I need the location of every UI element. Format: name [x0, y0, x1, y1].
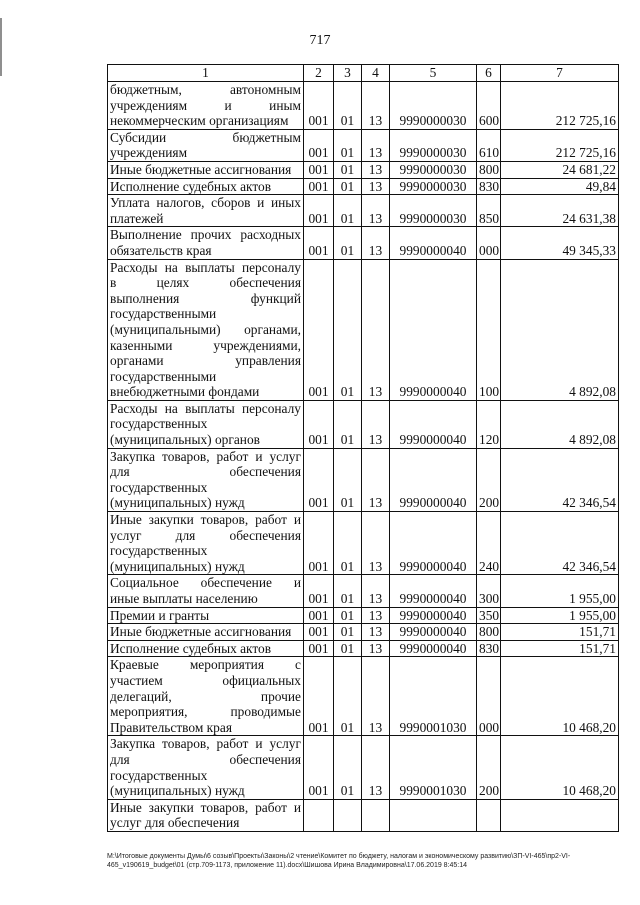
code-cell: 01 [334, 512, 362, 575]
code-cell: 13 [362, 607, 390, 624]
amount-cell: 49 345,33 [501, 227, 619, 259]
code-cell: 13 [362, 448, 390, 511]
budget-table [107, 64, 619, 832]
table-row [108, 624, 619, 641]
row-name-cell [108, 640, 304, 657]
row-name-line: (муниципальных) органов [110, 432, 260, 448]
code-cell: 13 [362, 195, 390, 227]
row-name-cell [108, 400, 304, 448]
code-cell: 001 [304, 161, 334, 178]
code-cell: 13 [362, 575, 390, 607]
row-name-line: государственными [110, 368, 217, 384]
code-cell: 000 [477, 657, 501, 736]
row-name-line: казенными учреждениями, [110, 337, 301, 353]
code-cell: 9990000040 [390, 607, 477, 624]
table-row [108, 82, 619, 130]
row-name-line: Социальное обеспечение и [110, 575, 301, 591]
row-name-line: учреждениям [110, 145, 188, 161]
code-cell: 9990000030 [390, 195, 477, 227]
row-name-line: в целях обеспечения [110, 275, 301, 291]
code-cell: 9990000030 [390, 178, 477, 195]
row-name-line: (муниципальных) нужд [110, 558, 245, 574]
row-name-line: государственных [110, 416, 208, 432]
row-name-line: (муниципальными) органами, [110, 321, 301, 337]
code-cell: 9990000040 [390, 512, 477, 575]
code-cell: 9990000040 [390, 448, 477, 511]
code-cell: 9990001030 [390, 736, 477, 799]
code-cell [334, 799, 362, 831]
table-row [108, 227, 619, 259]
code-cell: 800 [477, 161, 501, 178]
amount-cell: 24 631,38 [501, 195, 619, 227]
column-header: 5 [390, 65, 477, 82]
code-cell: 001 [304, 129, 334, 161]
table-row [108, 400, 619, 448]
code-cell: 9990001030 [390, 657, 477, 736]
table-row [108, 575, 619, 607]
document-footer [107, 852, 618, 870]
row-name-line: делегаций, прочие [110, 688, 301, 704]
code-cell: 001 [304, 607, 334, 624]
table-row [108, 607, 619, 624]
amount-cell: 10 468,20 [501, 657, 619, 736]
row-name-line: (муниципальных) нужд [110, 783, 245, 799]
row-name-cell [108, 259, 304, 400]
code-cell: 9990000040 [390, 575, 477, 607]
code-cell: 01 [334, 624, 362, 641]
table-row [108, 736, 619, 799]
row-name-cell [108, 227, 304, 259]
budget-table-body [108, 65, 619, 832]
row-name-line: учреждениям и иным [110, 97, 301, 113]
code-cell: 13 [362, 178, 390, 195]
code-cell: 9990000040 [390, 259, 477, 400]
code-cell: 200 [477, 448, 501, 511]
code-cell: 600 [477, 82, 501, 130]
code-cell: 9990000040 [390, 624, 477, 641]
code-cell: 120 [477, 400, 501, 448]
table-row [108, 178, 619, 195]
code-cell: 13 [362, 640, 390, 657]
row-name-line: услуг для обеспечения [110, 815, 240, 831]
column-header: 4 [362, 65, 390, 82]
amount-cell: 1 955,00 [501, 607, 619, 624]
amount-cell: 1 955,00 [501, 575, 619, 607]
code-cell: 300 [477, 575, 501, 607]
code-cell: 001 [304, 512, 334, 575]
amount-cell: 10 468,20 [501, 736, 619, 799]
table-row [108, 657, 619, 736]
table-row [108, 195, 619, 227]
row-name-cell [108, 448, 304, 511]
code-cell: 001 [304, 575, 334, 607]
row-name-line: органами управления [110, 353, 301, 369]
code-cell [362, 799, 390, 831]
code-cell: 001 [304, 624, 334, 641]
code-cell: 240 [477, 512, 501, 575]
table-row [108, 448, 619, 511]
code-cell: 200 [477, 736, 501, 799]
code-cell: 001 [304, 657, 334, 736]
code-cell: 9990000030 [390, 161, 477, 178]
code-cell: 01 [334, 161, 362, 178]
code-cell: 01 [334, 259, 362, 400]
table-row [108, 799, 619, 831]
row-name-line: выполнения функций [110, 290, 301, 306]
amount-cell: 49,84 [501, 178, 619, 195]
table-row [108, 129, 619, 161]
row-name-line: Иные бюджетные ассигнования [110, 624, 292, 640]
row-name-line: Субсидии бюджетным [110, 129, 301, 145]
row-name-line: Исполнение судебных актов [110, 178, 272, 194]
table-row [108, 259, 619, 400]
code-cell: 9990000040 [390, 640, 477, 657]
column-header: 1 [108, 65, 304, 82]
row-name-line: Иные бюджетные ассигнования [110, 161, 292, 177]
code-cell: 830 [477, 178, 501, 195]
code-cell: 01 [334, 448, 362, 511]
code-cell: 350 [477, 607, 501, 624]
code-cell [390, 799, 477, 831]
code-cell: 800 [477, 624, 501, 641]
row-name-line: государственными [110, 306, 217, 322]
code-cell: 13 [362, 512, 390, 575]
row-name-line: Выполнение прочих расходных [110, 227, 301, 243]
row-name-cell [108, 575, 304, 607]
code-cell: 9990000030 [390, 82, 477, 130]
code-cell: 01 [334, 227, 362, 259]
code-cell: 001 [304, 82, 334, 130]
code-cell: 9990000040 [390, 400, 477, 448]
row-name-line: государственных [110, 479, 208, 495]
amount-cell: 212 725,16 [501, 82, 619, 130]
code-cell: 13 [362, 400, 390, 448]
amount-cell [501, 799, 619, 831]
code-cell: 001 [304, 195, 334, 227]
table-row [108, 512, 619, 575]
row-name-line: Иные закупки товаров, работ и [110, 799, 301, 815]
row-name-line: для обеспечения [110, 751, 301, 767]
code-cell: 01 [334, 575, 362, 607]
code-cell: 13 [362, 736, 390, 799]
table-row [108, 161, 619, 178]
code-cell: 830 [477, 640, 501, 657]
row-name-line: Правительством края [110, 719, 232, 735]
code-cell: 13 [362, 227, 390, 259]
amount-cell: 212 725,16 [501, 129, 619, 161]
code-cell: 001 [304, 227, 334, 259]
row-name-cell [108, 512, 304, 575]
amount-cell: 42 346,54 [501, 448, 619, 511]
amount-cell: 151,71 [501, 640, 619, 657]
code-cell: 01 [334, 195, 362, 227]
code-cell: 850 [477, 195, 501, 227]
code-cell [304, 799, 334, 831]
column-header: 7 [501, 65, 619, 82]
code-cell: 001 [304, 736, 334, 799]
row-name-cell [108, 82, 304, 130]
row-name-line: некоммерческим организациям [110, 113, 289, 129]
amount-cell: 24 681,22 [501, 161, 619, 178]
row-name-cell [108, 129, 304, 161]
column-header: 3 [334, 65, 362, 82]
row-name-line: Расходы на выплаты персоналу [110, 259, 301, 275]
row-name-line: государственных [110, 543, 208, 559]
row-name-line: внебюджетными фондами [110, 384, 260, 400]
row-name-cell [108, 161, 304, 178]
row-name-cell [108, 736, 304, 799]
amount-cell: 4 892,08 [501, 259, 619, 400]
code-cell: 100 [477, 259, 501, 400]
code-cell: 001 [304, 259, 334, 400]
row-name-line: Расходы на выплаты персоналу [110, 400, 301, 416]
row-name-line: иные выплаты населению [110, 591, 258, 606]
code-cell: 13 [362, 657, 390, 736]
code-cell: 001 [304, 178, 334, 195]
page-number: 717 [309, 33, 331, 48]
footer-path-line: 465_v190619_budget\01 (стр.709-1173, приложение 11).docx\Шишова Ирина Владимировна\17.06.2019 8:45:14 [107, 862, 468, 869]
row-name-line: Иные закупки товаров, работ и [110, 512, 301, 528]
column-header: 2 [304, 65, 334, 82]
row-name-cell [108, 624, 304, 641]
column-header: 6 [477, 65, 501, 82]
table-row [108, 640, 619, 657]
row-name-line: Закупка товаров, работ и услуг [110, 448, 301, 464]
code-cell: 000 [477, 227, 501, 259]
code-cell: 01 [334, 640, 362, 657]
code-cell: 001 [304, 400, 334, 448]
row-name-cell [108, 799, 304, 831]
row-name-line: Премии и гранты [110, 607, 210, 623]
code-cell: 13 [362, 161, 390, 178]
row-name-cell [108, 607, 304, 624]
row-name-line: для обеспечения [110, 464, 301, 480]
code-cell: 001 [304, 640, 334, 657]
row-name-line: Исполнение судебных актов [110, 640, 272, 656]
code-cell: 01 [334, 82, 362, 130]
table-header-row [108, 65, 619, 82]
row-name-cell [108, 195, 304, 227]
amount-cell: 4 892,08 [501, 400, 619, 448]
code-cell: 001 [304, 448, 334, 511]
row-name-line: бюджетным, автономным [110, 82, 301, 97]
row-name-line: государственных [110, 767, 208, 783]
code-cell: 9990000030 [390, 129, 477, 161]
row-name-line: (муниципальных) нужд [110, 495, 245, 511]
amount-cell: 151,71 [501, 624, 619, 641]
code-cell: 01 [334, 178, 362, 195]
code-cell: 13 [362, 129, 390, 161]
footer-path-line: М:\Итоговые документы Думы\6 созыв\Проекты\Законы\2 чтение\Комитет по бюджету, налогам и экономическому развитию\ЗП-VI-465\пр2-VI- [107, 853, 571, 860]
row-name-cell [108, 657, 304, 736]
row-name-cell [108, 178, 304, 195]
row-name-line: мероприятия, проводимые [110, 704, 301, 720]
code-cell: 01 [334, 607, 362, 624]
code-cell: 01 [334, 129, 362, 161]
code-cell: 13 [362, 259, 390, 400]
row-name-line: услуг для обеспечения [110, 527, 301, 543]
code-cell: 01 [334, 657, 362, 736]
row-name-line: Краевые мероприятия с [110, 657, 301, 673]
code-cell [477, 799, 501, 831]
row-name-line: Уплата налогов, сборов и иных [110, 195, 301, 211]
row-name-line: обязательств края [110, 242, 212, 258]
amount-cell: 42 346,54 [501, 512, 619, 575]
code-cell: 13 [362, 624, 390, 641]
code-cell: 01 [334, 736, 362, 799]
row-name-line: участием официальных [110, 672, 301, 688]
code-cell: 13 [362, 82, 390, 130]
row-name-line: Закупка товаров, работ и услуг [110, 736, 301, 752]
row-name-line: платежей [110, 210, 164, 226]
code-cell: 610 [477, 129, 501, 161]
code-cell: 01 [334, 400, 362, 448]
code-cell: 9990000040 [390, 227, 477, 259]
